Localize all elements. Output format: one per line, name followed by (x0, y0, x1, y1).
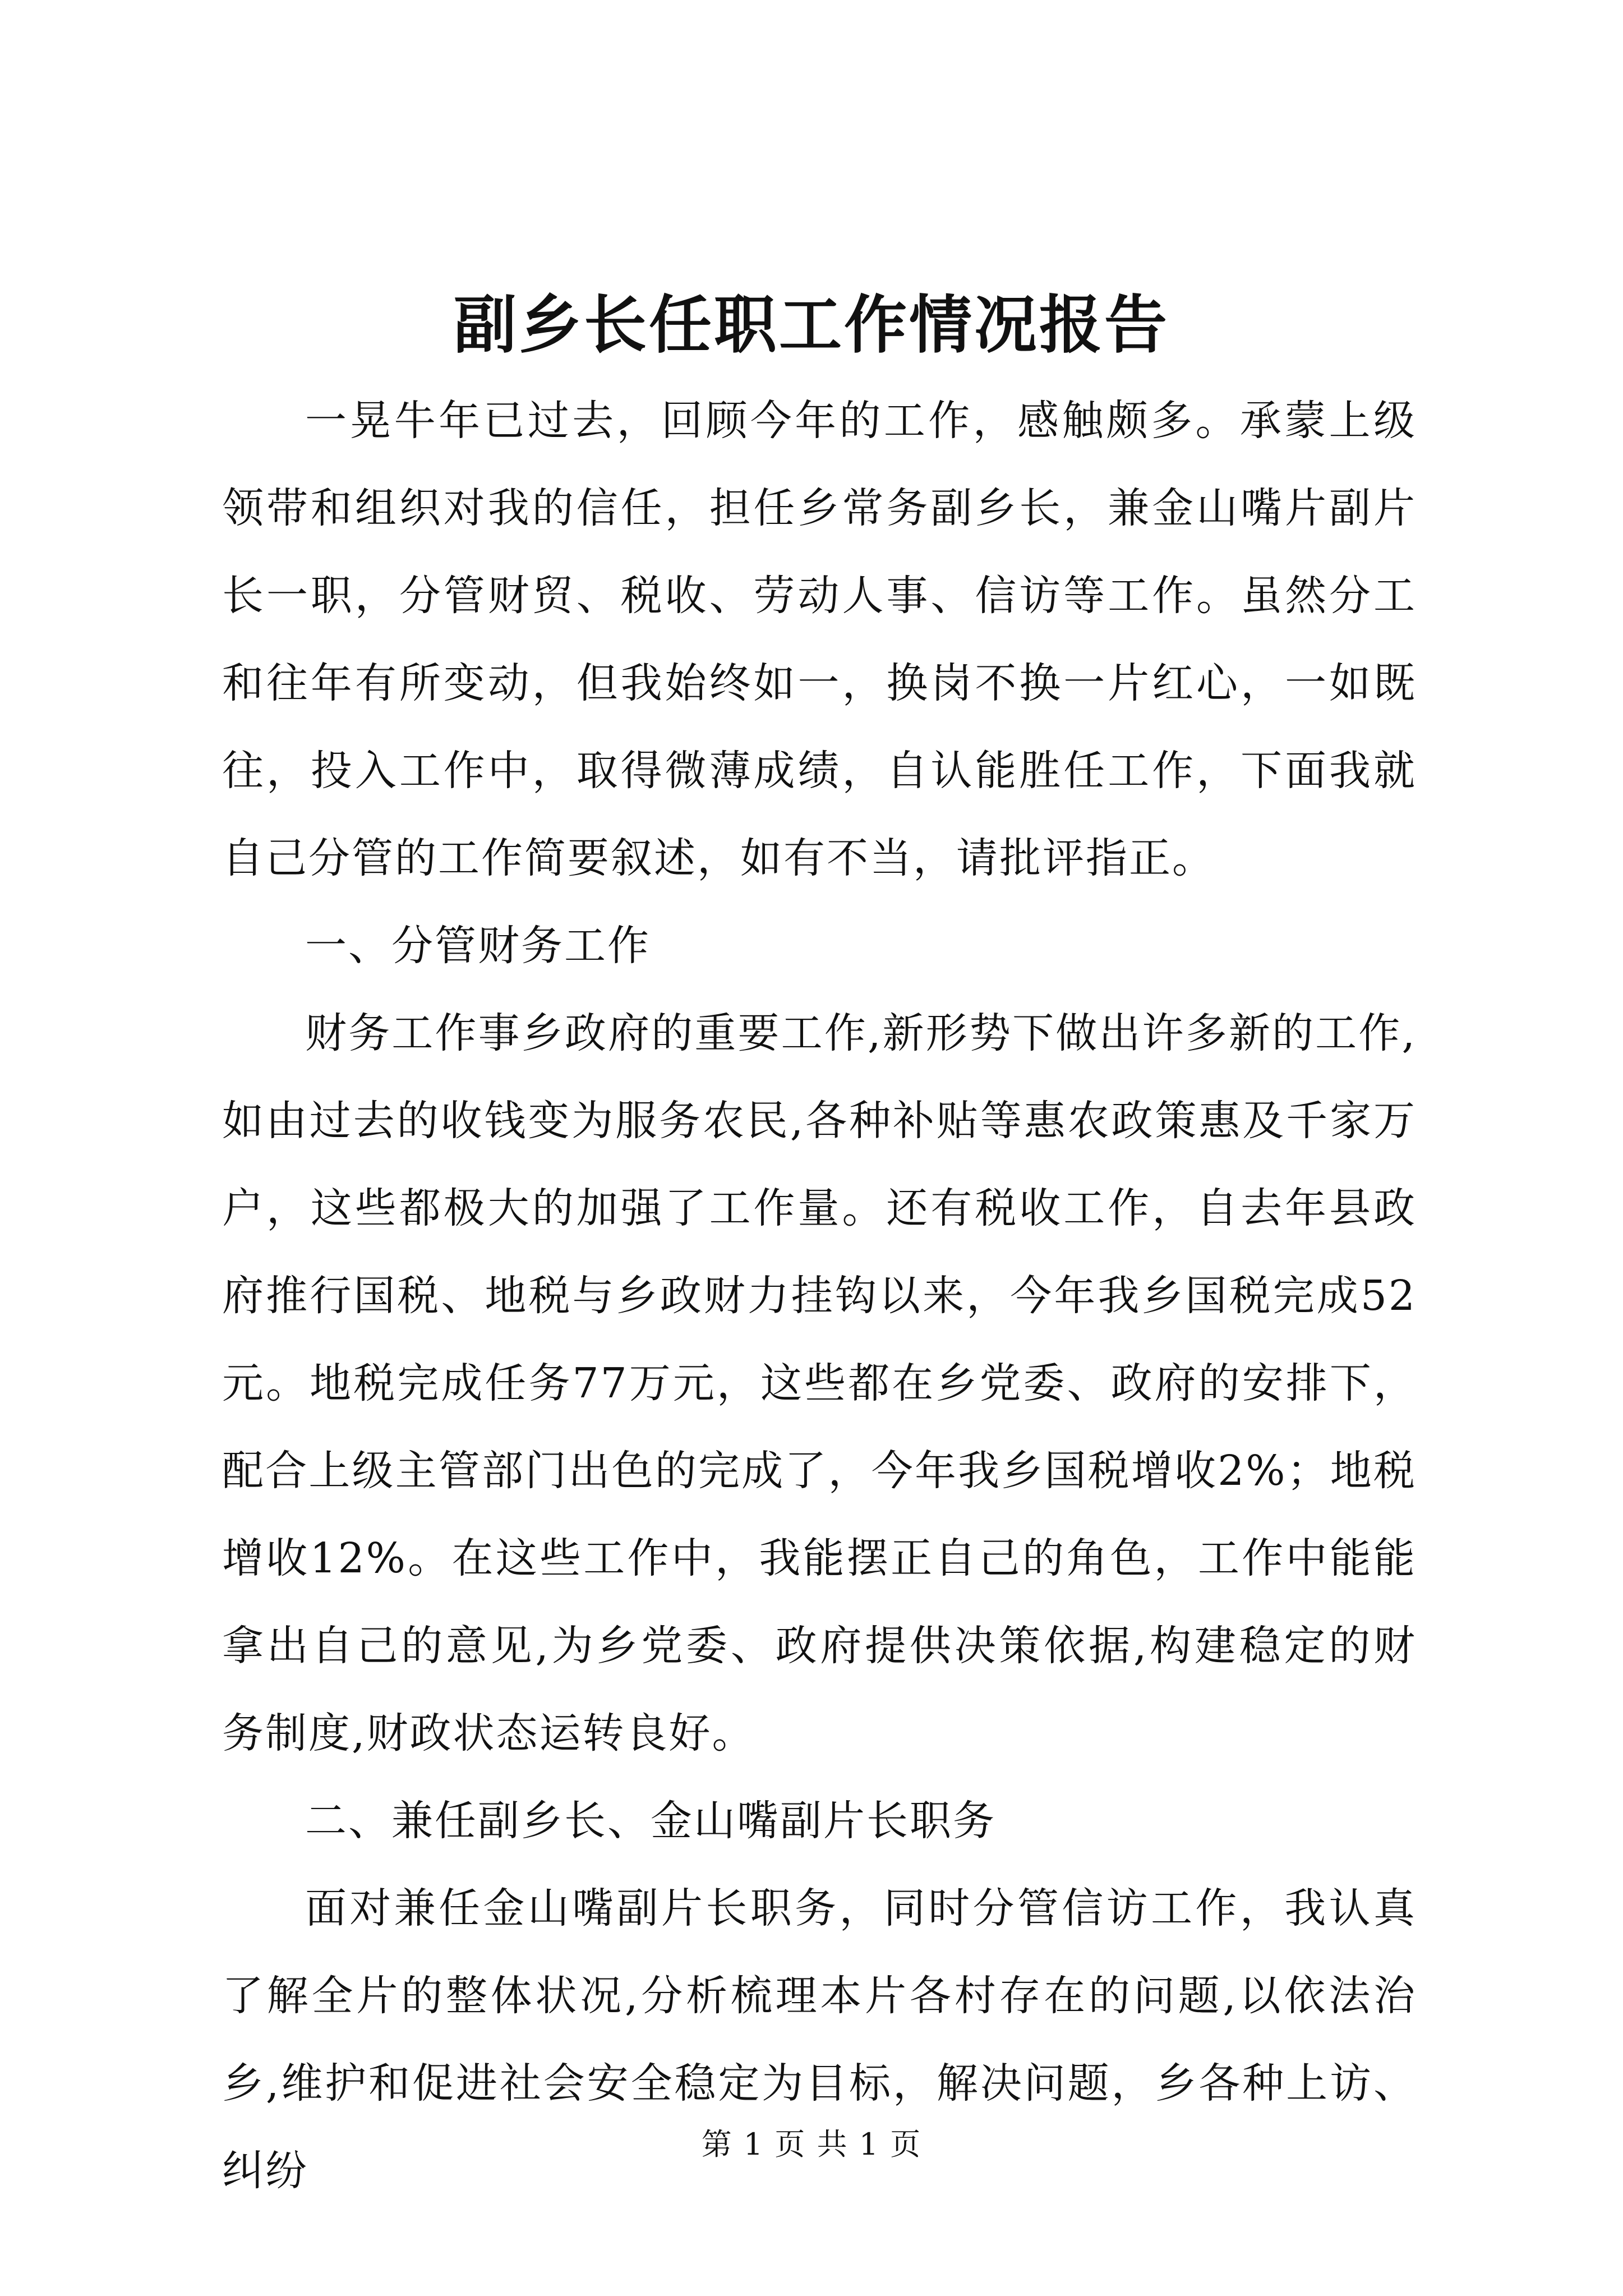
document-title: 副乡长任职工作情况报告 (454, 288, 1169, 362)
page-footer: 第 1 页 共 1 页 (701, 2127, 922, 2162)
document-body (222, 377, 1417, 2215)
section-heading-deputy: 二、兼任副乡长、金山嘴副片长职务 (305, 1797, 996, 1845)
section-heading-finance: 一、分管财务工作 (305, 922, 651, 970)
paragraph-finance: 财务工作事乡政府的重要工作,新形势下做出许多新的工作,如由过去的收钱变为服务农民,各种补贴等惠农政策惠及千家万户，这些都极大的加强了工作量。还有税收工作，自去年县政府推行国税、地税与乡政财力挂钩以来，今年我乡国税完成52元。地税完成任务77万元，这些都在乡党委、政府的安排下，配合上级主管部门出色的完成了，今年我乡国税增收2%；地税增收12%。在这些工作中，我能摆正自己的角色，工作中能能拿出自己的意见,为乡党委、政府提供决策依据,构建稳定的财务制度,财政状态运转良好。 (222, 1009, 1417, 1757)
paragraph-intro: 一晃牛年已过去，回顾今年的工作，感触颇多。承蒙上级领带和组织对我的信任，担任乡常务副乡长，兼金山嘴片副片长一职，分管财贸、税收、劳动人事、信访等工作。虽然分工和往年有所变动，但我始终如一，换岗不换一片红心，一如既往，投入工作中，取得微薄成绩，自认能胜任工作，下面我就自己分管的工作简要叙述，如有不当，请批评指正。 (222, 397, 1417, 882)
paragraph-deputy: 面对兼任金山嘴副片长职务，同时分管信访工作，我认真了解全片的整体状况,分析梳理本片各村存在的问题,以依法治乡,维护和促进社会安全稳定为目标，解决问题，乡各种上访、纠纷 (222, 1884, 1417, 2195)
